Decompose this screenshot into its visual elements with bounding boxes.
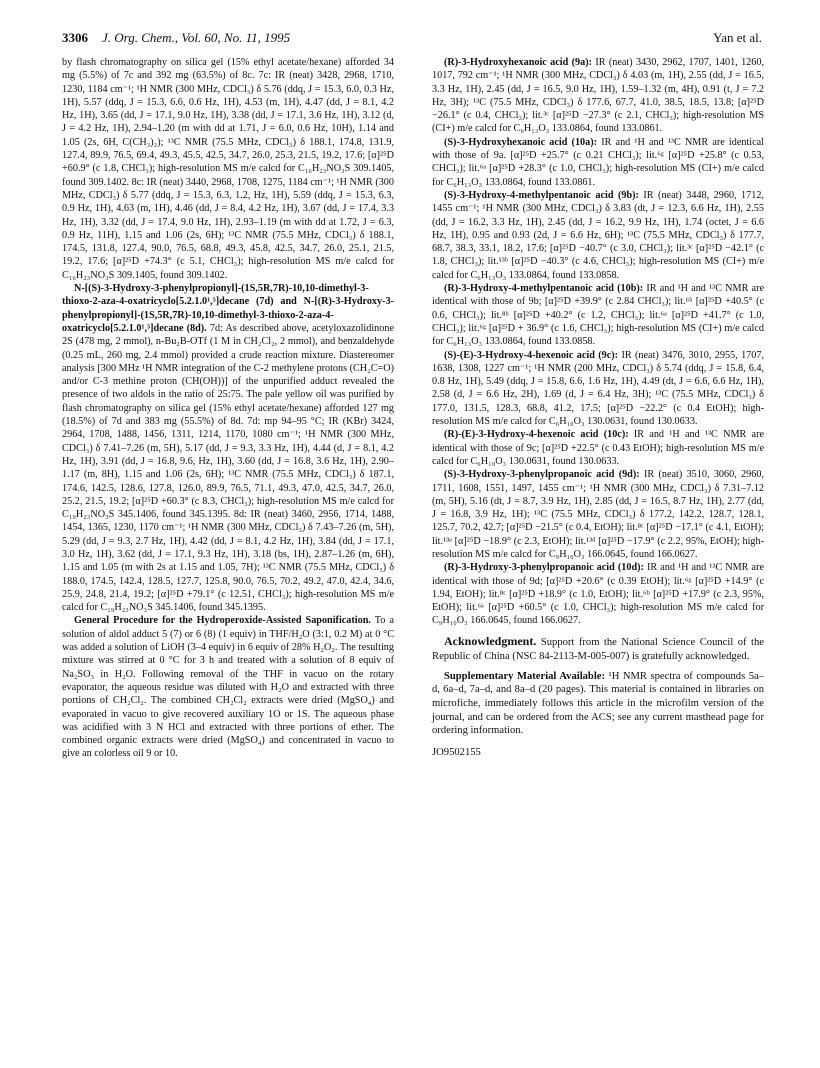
paragraph <box>432 282 764 348</box>
paragraph <box>432 189 764 282</box>
paragraph-text: IR (neat) 3430, 2962, 1707, 1401, 1260, 1017, 792 cm⁻¹; ¹H NMR (300 MHz, CDCl₃) δ 4.03 (m, 1H), 2.55 (dd, J = 16.5, 3.3 Hz, 1H), 2.45 (dd, J = 16.5, 9.0 Hz, 1H), 1.59–1.32 (m, 4H), 0.91 (t, J = 7.2 Hz, 3H); ¹³C (75.5 MHz, CDCl₃) δ 177.6, 67.7, 41.0, 38.5, 18.5, 13.8; [α]²⁵D −26.1° (c 0.4, CHCl₃); lit.³ᶜ [α]²⁵D −27.3° (c 2.1, CHCl₃); high-resolution MS (CI+) m/e calcd for C₆H₁₃O₃ 133.0864, found 133.0861. <box>432 57 765 135</box>
paragraph-text: IR (neat) 3476, 3010, 2955, 1707, 1638, 1308, 1227 cm⁻¹; ¹H NMR (200 MHz, CDCl₃) δ 5.74 (ddq, J = 15.8, 6.4, 0.8 Hz, 1H), 5.49 (ddq, J = 15.8, 6.6, 1.6 Hz, 1H), 4.49 (dt, J = 6.6, 6.6 Hz, 1H), 2.58 (d, J = 6.6 Hz, 2H), 1.69 (d, J = 6.4 Hz, 3H); ¹³C (75.5 MHz, CDCl₃) δ 177.0, 131.5, 128.3, 68.8, 41.2, 17.5; [α]²⁵D −22.2° (c 0.4 EtOH); high-resolution MS m/e calcd for C₆H₁₀O₃ 130.0631, found 130.0633. <box>432 349 765 428</box>
paragraph-text: IR (neat) 3510, 3060, 2960, 1711, 1608, 1551, 1497, 1455 cm⁻¹; ¹H NMR (300 MHz, CDCl₃) δ 7.31–7.12 (m, 5H), 5.16 (dt, J = 8.7, 3.9 Hz, 1H), 2.85 (dd, J = 16.5, 8.7 Hz, 1H), 2.77 (dd, J = 16.8, 3.9 Hz, 1H); ¹³C (75.5 MHz, CDCl₃) δ 177.2, 142.2, 128.7, 128.1, 125.7, 70.2, 42.7; [α]²⁵D −21.5° (c 0.4, EtOH); lit.⁸ᶜ [α]²⁵D −17.1° (c 4.1, EtOH); lit.¹³ᵃ [α]²⁵D −18.9° (c 2.3, EtOH); lit.¹³ᵈ [α]²⁵D −17.9° (c 2.2, 95%, EtOH); high-resolution MS m/e calcd for C₉H₁₀O₃ 166.0645, found 166.0627. <box>432 469 764 560</box>
paragraph-text: IR and ¹H and ¹³C NMR are identical with those of 9c; [α]²⁵D +22.5° (c 0.43 EtOH); high-resolution MS m/e calcd for C₆H₁₀O₃ 130.0631, found 130.0633. <box>432 429 764 467</box>
paragraph <box>432 428 764 468</box>
paragraph-text: IR and ¹H and ¹³C NMR are identical with those of 9b; [α]²⁵D +39.9° (c 2.84 CHCl₃); lit.⁶ʰ [α]²⁵D +40.5° (c 0.6, CHCl₃); lit.⁸ᵇ [α]²⁵D +40.2° (c 1.2, CHCl₃); lit.⁶ᵃ [α]²⁵D +41.7° (c 1.0, CHCl₃); lit.⁶ᵍ [α]²⁵D + 36.9° (c 1.6, CHCl₃); high-resolution MS (CI+) m/e calcd for C₆H₁₃O₃ 133.0864, found 133.0858. <box>432 283 764 348</box>
right-column <box>432 56 764 759</box>
page-number: 3306 <box>62 30 88 45</box>
supplementary-heading: Supplementary Material Available: <box>444 670 606 682</box>
paragraph-text: IR (neat) 3448, 2960, 1712, 1455 cm⁻¹; ¹H NMR (300 MHz, CDCl₃) δ 3.83 (dt, J = 12.3, 6.6 Hz, 1H), 2.55 (dd, J = 16.2, 3.3 Hz, 1H), 2.45 (dd, J = 16.2, 9.9 Hz, 1H), 1.74 (octet, J = 6.6 Hz, 1H), 0.95 and 0.93 (2d, J = 6.6 Hz, 6H); ¹³C (75.5 MHz, CDCl₃) δ 177.7, 68.7, 38.3, 33.1, 18.2, 17.6; [α]²⁵D −40.7° (c 3.0, CHCl₃); lit.³ᶜ [α]²⁵D −42.1° (c 1.8, CHCl₃); lit.¹³ᵇ [α]²⁵D −40.3° (c 4.6, CHCl₃); high-resolution MS (CI+) m/e calcd for C₆H₁₃O₃ 133.0864, found 133.0858. <box>432 189 764 281</box>
paragraph-heading: (S)-3-Hydroxyhexanoic acid (10a): <box>444 136 598 148</box>
left-column <box>62 56 394 761</box>
paragraph-text: IR and ¹H and ¹³C NMR are identical with those of 9a. [α]²⁵D +25.7° (c 0.21 CHCl₃); lit.⁶ᵍ [α]²⁵D +25.8° (c 0.53, CHCl₃); lit.⁶ᵃ [α]²⁵D +28.3° (c 1.0, CHCl₃); high-resolution MS (CI+) m/e calcd for C₆H₁₃O₃ 133.0864, found 133.0861. <box>432 136 764 188</box>
page-header <box>62 30 762 50</box>
paragraph-text: To a solution of aldol adduct 5 (7) or 6 (8) (1 equiv) in THF/H₂O (3:1, 0.2 M) at 0 °C was added a solution of LiOH (3–4 equiv) in 6 equiv of 28% H₂O₂. The resulting mixture was stirred at 0 °C for 3 h and treated with a solution of 8 equiv of Na₂SO₃ in H₂O. Following removal of the THF in vacuo on the rotary evaporator, the aqueous residue was diluted with H₂O and extracted with three portions of CH₂Cl₂. The combined CH₂Cl₂ extracts were dried (MgSO₄) and evaporated in vacuo to give recovered auxiliary 1O or 1S. The aqueous phase was acidified with 3 N HCl and extracted with three portions of ether. The combined organic extracts were dried (MgSO₄) and concentrated in vacuo to give an colorless oil 9 or 10. <box>62 615 394 760</box>
paragraph-text: by flash chromatography on silica gel (15% ethyl acetate/hexane) afforded 34 mg (5.5%) of 7c and 392 mg (63.5%) of 8c. 7c: IR (neat) 3428, 2968, 1710, 1230, 1184 cm⁻¹; ¹H NMR (300 MHz, CDCl₃) δ 5.76 (ddq, J = 15.3, 6.0, 0.3 Hz, 1H), 5.57 (ddq, J = 15.3, 6.6, 0.6 Hz, 1H), 4.53 (m, 1H), 4.47 (dd, J = 8.1, 4.2 Hz, 1H), 3.65 (dd, J = 17.1, 9.0 Hz, 1H), 3.38 (dd, J = 17.1, 3.6 Hz, 1H), 3.12 (d, J = 4.2 Hz, 1H), 2.94–1.20 (m with dd at 1.71, J = 6.0, 0.6 Hz, 10H), 1.14 and 1.05 (2s, 6H, C(CH₃)₂); ¹³C NMR (75.5 MHz, CDCl₃) δ 188.1, 174.8, 131.9, 127.4, 89.9, 76.5, 69.4, 49.3, 45.5, 42.5, 34.7, 26.0, 25.3, 21.5, 19.2, 17.6; [α]²⁵D +60.9° (c 1.8, CHCl₃); high-resolution MS m/e calcd for C₁₆H₂₃NO₃S 309.1405, found 309.1402. 8c: IR (neat) 3440, 2968, 1708, 1275, 1184 cm⁻¹; ¹H NMR (300 MHz, CDCl₃) δ 5.77 (ddq, J = 15.3, 6.3, 1.2, Hz, 1H), 5.59 (ddq, J = 15.3, 6.3, 0.9 Hz, 1H), 4.63 (m, 1H), 4.46 (dd, J = 8.4, 4.2 Hz, 1H), 3.67 (dd, J = 17.4, 3.3 Hz, 1H), 3.32 (dd, J = 17.4, 9.0 Hz, 1H), 2.93–1.19 (m with dd at 1.72, J = 6.3, 0.9 Hz, 11H), 1.15 and 1.06 (2s, 6H); ¹³C NMR (75.5 MHz, CDCl₃) δ 188.1, 174.5, 131.8, 127.4, 90.0, 76.5, 68.8, 49.3, 45.8, 42.5, 34.7, 26.0, 25.1, 21.5, 19.2, 17.6; [α]²⁵D +74.3° (c 5.1, CHCl₃); high-resolution MS m/e calcd for C₁₆H₂₃NO₃S 309.1405, found 309.1402. <box>62 57 394 281</box>
journal-citation: J. Org. Chem., Vol. 60, No. 11, 1995 <box>102 30 291 45</box>
paragraph-text: 7d: As described above, acetyloxazolidinone 2S (478 mg, 2 mmol), n-Bu₂B-OTf (1 M in CH₂Cl₂, 2 mmol), and benzaldehyde (0.25 mL, 260 mg, 2.4 mmol) provided a crude reaction mixture. Diastereomer analysis [300 MHz ¹H NMR integration of the C-2 methylene protons (CH₂C=O) and/or C-3 methine proton (CH(OH))] of the unpurified adduct revealed the presence of two aldols in the ratio of 25:75. The pale yellow oil was purified by flash chromatography on silica gel (15% ethyl acetate/hexane) afforded 127 mg (18.5%) of 7d and 383 mg (55.5%) of 8d. 7d: mp 94–95 °C; IR (KBr) 3424, 2964, 1708, 1488, 1456, 1311, 1214, 1170, 1080 cm⁻¹; ¹H NMR (300 MHz, CDCl₃) δ 7.41–7.26 (m, 5H), 5.17 (dd, J = 9.3, 3.3 Hz, 1H), 4.44 (d, J = 8.1, 4.2 Hz, 1H), 3.91 (dd, J = 16.8, 9.6, Hz, 1H), 3.60 (dd, J = 16.8, 3.6 Hz, 1H), 2.90–1.17 (m, 8H), 1.15 and 1.06 (2s, 6H); ¹³C NMR (75.5 MHz, CDCl₃) δ 187.1, 174.6, 142.5, 128.6, 127.8, 126.0, 89.9, 76.5, 71.1, 49.3, 47.0, 42.5, 34.7, 26.0, 25.2, 21.5, 19.2; [α]²⁵D +60.3° (c 8.3, CHCl₃); high-resolution MS m/e calcd for C₁₉H₂₃NO₃S 345.1406, found 345.1395. 8d: IR (neat) 3460, 2956, 1714, 1488, 1454, 1365, 1230, 1170 cm⁻¹; ¹H NMR (300 MHz, CDCl₃) δ 7.43–7.26 (m, 5H), 5.29 (dd, J = 9.3, 2.7 Hz, 1H), 4.42 (dd, J = 8.1, 4.2 Hz, 1H), 3.84 (dd, J = 17.1, 3.0 Hz, 1H), 3.62 (dd, J = 17.1, 9.3 Hz, 1H), 3.18 (bs, 1H), 2.87–1.26 (m, 6H), 1.15 and 1.05 (m with 2s at 1.15 and 1.05, 7H); ¹³C NMR (75.5 MHz, CDCl₃) δ 188.0, 174.5, 142.4, 128.5, 127.7, 125.8, 90.0, 76.5, 70.2, 49.2, 47.0, 42.4, 34.6, 25.9, 24.8, 21.4, 19.2; [α]²⁵D +79.1° (c 12.51, CHCl₃); high-resolution MS m/e calcd for C₁₉H₂₃NO₃S 345.1406, found 345.1395. <box>62 322 394 614</box>
paragraph <box>432 561 764 627</box>
paragraph <box>432 136 764 189</box>
acknowledgment <box>432 634 764 664</box>
paragraph-heading: (S)-(E)-3-Hydroxy-4-hexenoic acid (9c): <box>444 349 619 361</box>
paragraph-text: IR and ¹H and ¹³C NMR are identical with those of 9d; [α]²⁵D +20.6° (c 0.39 EtOH); lit.⁶ᵍ [α]²⁵D +14.9° (c 1.94, EtOH); lit.⁸ᶜ [α]²⁵D +18.9° (c 1.0, EtOH); lit.⁶ʰ [α]²⁵D +17.9° (c 2.3, 95%, EtOH); lit.⁶ᵃ [α]²⁵D +60.5° (c 1.0, CHCl₃); high-resolution MS m/e calcd for C₉H₁₀O₃ 166.0645, found 166.0627. <box>432 562 764 627</box>
paragraph-heading: General Procedure for the Hydroperoxide-Assisted Saponification. <box>74 615 371 627</box>
paragraph <box>62 56 394 282</box>
paragraph <box>432 468 764 561</box>
supplementary-material <box>432 670 764 738</box>
paragraph-heading: (S)-3-Hydroxy-3-phenylpropanoic acid (9d): <box>444 469 640 481</box>
paragraph-heading: (R)-(E)-3-Hydroxy-4-hexenoic acid (10c): <box>444 429 629 441</box>
paragraph-heading: (S)-3-Hydroxy-4-methylpentanoic acid (9b): <box>444 189 639 201</box>
acknowledgment-heading: Acknowledgment. <box>444 633 537 648</box>
paragraph <box>432 349 764 429</box>
paragraph <box>432 56 764 136</box>
paragraph-heading: (R)-3-Hydroxyhexanoic acid (9a): <box>444 57 592 68</box>
acknowledgment-text: Support from the National Science Council of the Republic of China (NSC 84-2113-M-005-007) is gratefully acknowledged. <box>432 636 764 662</box>
running-authors: Yan et al. <box>713 30 762 45</box>
paragraph <box>62 282 394 614</box>
paragraph-heading: (R)-3-Hydroxy-3-phenylpropanoic acid (10d): <box>444 562 644 574</box>
paragraph-heading: (R)-3-Hydroxy-4-methylpentanoic acid (10b): <box>444 283 644 295</box>
paragraph-heading: N-[(S)-3-Hydroxy-3-phenylpropionyl]-(1S,5R,7R)-10,10-dimethyl-3-thioxo-2-aza-4-oxatricyclo[5.2.1.0¹,⁵]decane (7d) and N-[(R)-3-Hydroxy-3-phenylpropionyl]-(1S,5R,7R)-10,10-dimethyl-3-thioxo-2-aza-4-oxatricyclo[5.2.1.0¹,⁵]decane (8d). <box>62 283 394 334</box>
supplementary-text: ¹H NMR spectra of compounds 5a–d, 6a–d, 7a–d, and 8a–d (20 pages). This material is contained in libraries on microfiche, immediately follows this article in the microfilm version of the journal, and can be ordered from the ACS; see any current masthead page for ordering information. <box>432 670 764 737</box>
manuscript-code: JO9502155 <box>432 746 481 758</box>
paragraph <box>62 614 394 760</box>
